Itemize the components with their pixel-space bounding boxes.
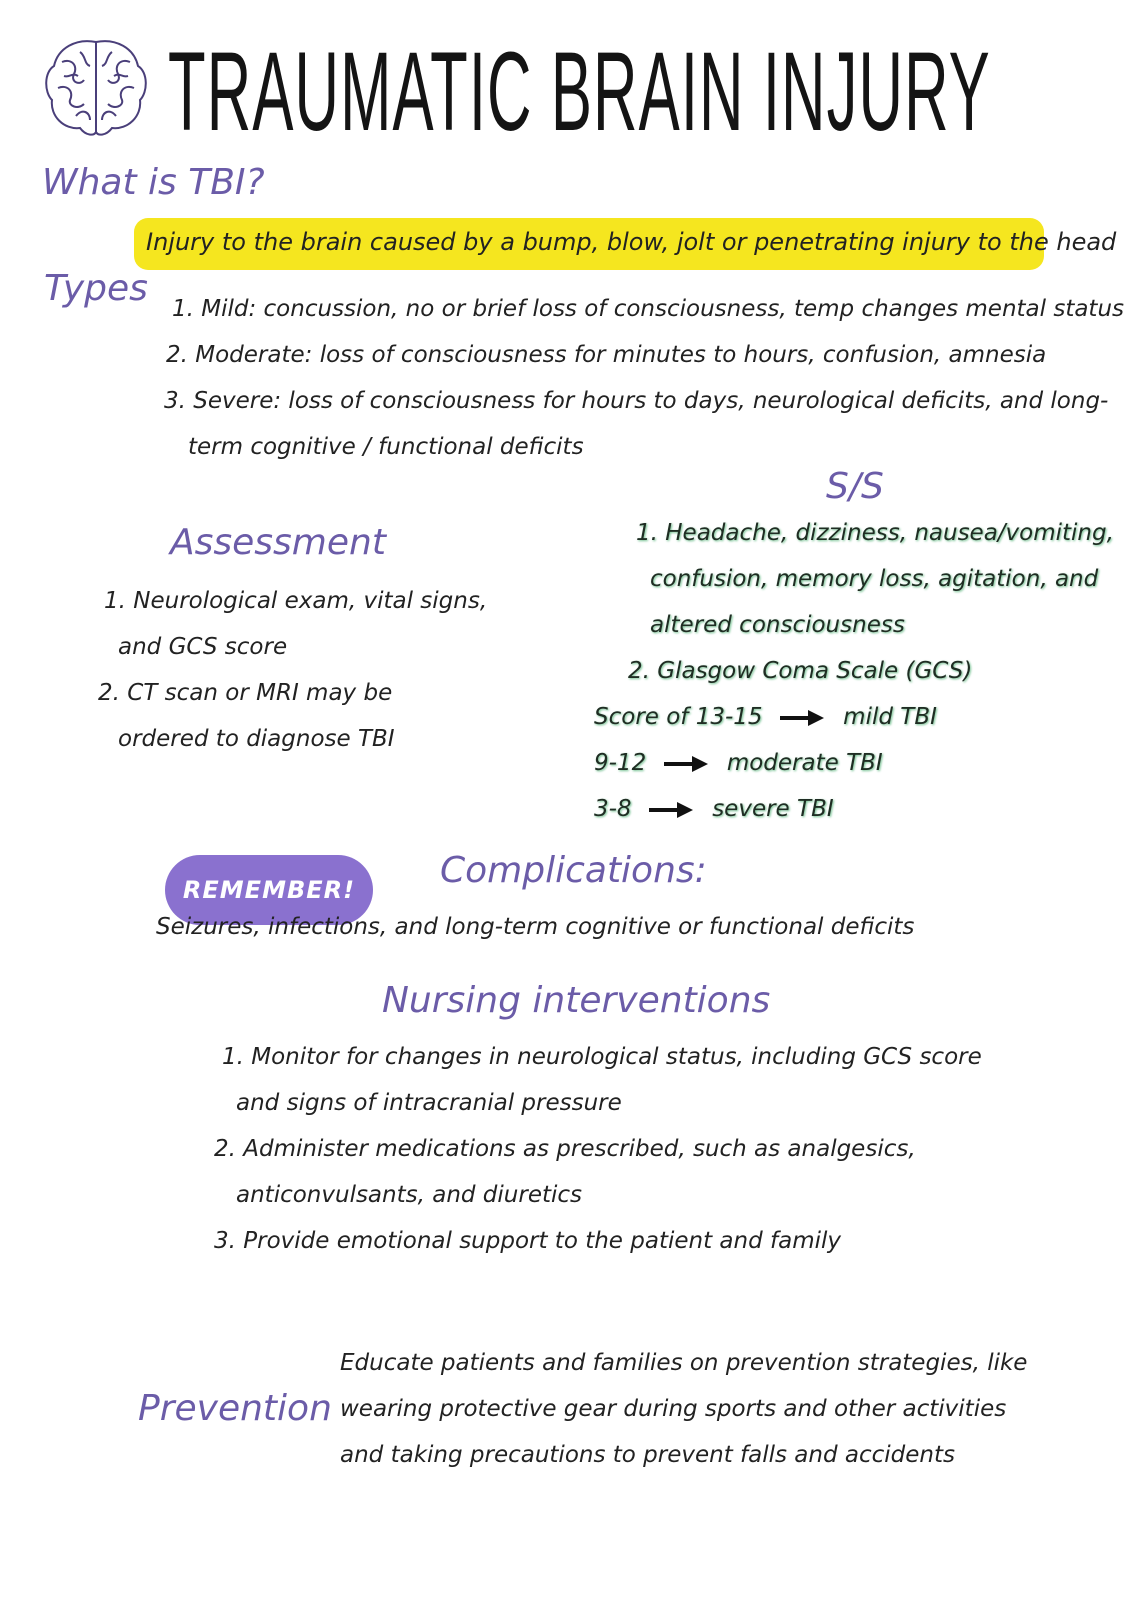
gcs-score-range: Score of 13-15 xyxy=(594,704,763,730)
gcs-score-row-mild xyxy=(594,704,937,730)
ss-line-1: 1. Headache, dizziness, nausea/vomiting, xyxy=(636,520,1114,546)
assessment-line-2: and GCS score xyxy=(118,634,288,660)
gcs-severity: mild TBI xyxy=(843,704,937,730)
assessment-line-1: 1. Neurological exam, vital signs, xyxy=(104,588,488,614)
types-item-3-cont: term cognitive / functional deficits xyxy=(188,434,584,460)
types-item-3: 3. Severe: loss of consciousness for hours to days, neurological deficits, and long- xyxy=(164,388,1109,414)
page-title: TRAUMATIC BRAIN INJURY xyxy=(168,29,991,154)
assessment-line-3: 2. CT scan or MRI may be xyxy=(98,680,393,706)
arrow-right-icon xyxy=(649,800,695,820)
nursing-line-2: and signs of intracranial pressure xyxy=(236,1090,622,1116)
nursing-line-5: 3. Provide emotional support to the patient and family xyxy=(214,1228,841,1254)
what-is-heading: What is TBI? xyxy=(42,162,265,203)
nursing-line-3: 2. Administer medications as prescribed, such as analgesics, xyxy=(214,1136,916,1162)
brain-icon xyxy=(40,32,152,144)
nursing-line-1: 1. Monitor for changes in neurological status, including GCS score xyxy=(222,1044,982,1070)
prevention-line-3: and taking precautions to prevent falls and accidents xyxy=(340,1442,955,1468)
gcs-score-row-severe xyxy=(594,796,834,822)
ss-line-2: confusion, memory loss, agitation, and xyxy=(650,566,1099,592)
prevention-heading: Prevention xyxy=(138,1388,332,1429)
gcs-score-row-moderate xyxy=(594,750,883,776)
gcs-severity: moderate TBI xyxy=(726,750,883,776)
complications-text: Seizures, infections, and long-term cognitive or functional deficits xyxy=(156,914,915,940)
ss-line-3: altered consciousness xyxy=(650,612,905,638)
assessment-heading: Assessment xyxy=(170,522,386,563)
types-item-1: 1. Mild: concussion, no or brief loss of consciousness, temp changes mental status xyxy=(172,296,1125,322)
nursing-heading: Nursing interventions xyxy=(382,980,771,1021)
definition-text: Injury to the brain caused by a bump, blow, jolt or penetrating injury to the head xyxy=(146,228,1117,256)
complications-heading: Complications: xyxy=(440,850,707,891)
types-heading: Types xyxy=(44,268,148,309)
gcs-score-range: 3-8 xyxy=(594,796,632,822)
remember-badge: REMEMBER! xyxy=(165,855,373,925)
ss-heading: S/S xyxy=(826,466,884,507)
types-item-2: 2. Moderate: loss of consciousness for minutes to hours, confusion, amnesia xyxy=(166,342,1047,368)
arrow-right-icon xyxy=(780,708,826,728)
ss-line-4: 2. Glasgow Coma Scale (GCS) xyxy=(628,658,973,684)
assessment-line-4: ordered to diagnose TBI xyxy=(118,726,395,752)
gcs-severity: severe TBI xyxy=(712,796,834,822)
gcs-score-range: 9-12 xyxy=(594,750,647,776)
prevention-line-2: wearing protective gear during sports and other activities xyxy=(340,1396,1007,1422)
prevention-line-1: Educate patients and families on prevention strategies, like xyxy=(340,1350,1028,1376)
nursing-line-4: anticonvulsants, and diuretics xyxy=(236,1182,583,1208)
arrow-right-icon xyxy=(664,754,710,774)
